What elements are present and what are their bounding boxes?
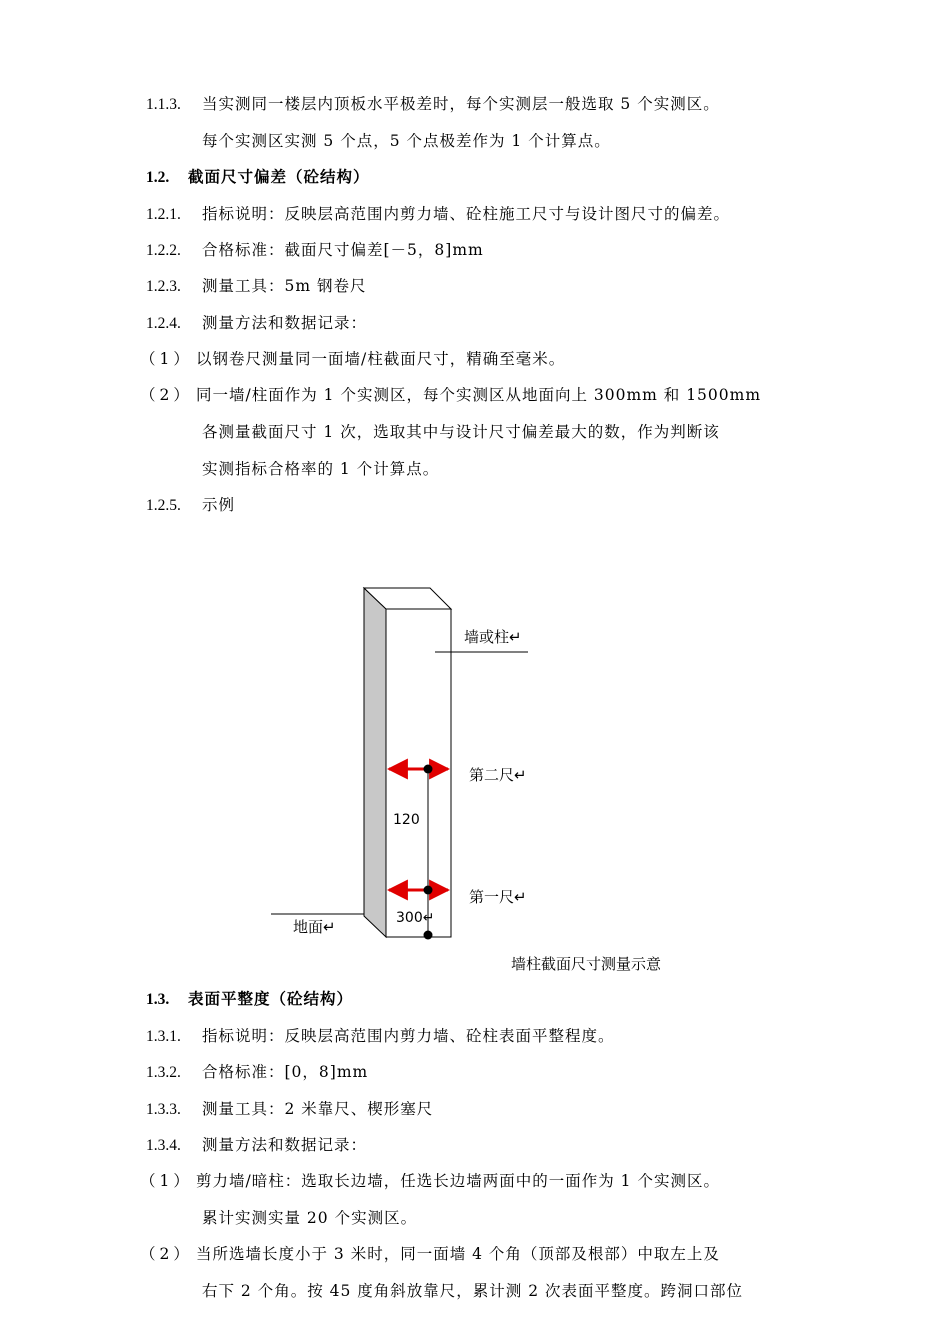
list-number: （1） — [140, 350, 193, 368]
list-number: （2） — [140, 386, 193, 404]
paragraph-continuation: 实测指标合格率的 1 个计算点。 — [202, 460, 440, 478]
paragraph-text: 指标说明：反映层高范围内剪力墙、砼柱表面平整程度。 — [202, 1027, 615, 1045]
section-number: 1.2.2. — [146, 242, 181, 259]
paragraph-text: 指标说明：反映层高范围内剪力墙、砼柱施工尺寸与设计图尺寸的偏差。 — [202, 205, 731, 223]
second-measure-dot — [424, 765, 433, 774]
heading-number: 1.3. — [146, 991, 170, 1008]
ground-label: 地面↵ — [293, 918, 336, 936]
heading-title: 表面平整度（砼结构） — [188, 989, 354, 1008]
paragraph-continuation: 每个实测区实测 5 个点，5 个点极差作为 1 个计算点。 — [202, 132, 611, 150]
list-item-1 — [140, 1171, 810, 1191]
paragraph-continuation: 累计实测实量 20 个实测区。 — [202, 1209, 418, 1227]
section-1-3-4 — [146, 1135, 810, 1156]
second-measure-label: 第二尺↵ — [469, 766, 527, 784]
dimension-300: 300↵ — [396, 910, 435, 926]
section-number: 1.3.1. — [146, 1028, 181, 1045]
section-number: 1.2.5. — [146, 497, 181, 514]
paragraph-text: 当所选墙长度小于 3 米时，同一面墙 4 个角（顶部及根部）中取左上及 — [196, 1245, 720, 1263]
section-number: 1.2.3. — [146, 278, 181, 295]
paragraph-text: 合格标准：[0，8]mm — [202, 1063, 369, 1081]
list-number: （1） — [140, 1172, 193, 1190]
wall-side-face — [364, 588, 386, 937]
heading-title: 截面尺寸偏差（砼结构） — [188, 167, 370, 186]
paragraph-text: 剪力墙/暗柱：选取长边墙，任选长边墙两面中的一面作为 1 个实测区。 — [196, 1172, 720, 1190]
paragraph-continuation: 各测量截面尺寸 1 次，选取其中与设计尺寸偏差最大的数，作为判断该 — [202, 423, 720, 441]
paragraph-text: 测量工具：5m 钢卷尺 — [202, 277, 367, 295]
paragraph-continuation: 右下 2 个角。按 45 度角斜放靠尺，累计测 2 次表面平整度。跨洞口部位 — [202, 1282, 744, 1300]
first-measure-dot — [424, 886, 433, 895]
section-number: 1.2.1. — [146, 206, 181, 223]
section-number: 1.3.4. — [146, 1137, 181, 1154]
section-1-3-2 — [146, 1062, 810, 1083]
list-item-2 — [140, 1244, 810, 1264]
ground-dot — [424, 931, 433, 940]
first-measure-label: 第一尺↵ — [469, 888, 527, 906]
heading-1-3 — [146, 989, 810, 1010]
paragraph-text: 测量方法和数据记录： — [202, 314, 368, 332]
figure-caption: 墙柱截面尺寸测量示意 — [511, 955, 662, 973]
section-number: 1.1.3. — [146, 96, 181, 113]
paragraph-text: 合格标准：截面尺寸偏差[－5，8]mm — [202, 241, 484, 259]
paragraph-text: 以钢卷尺测量同一面墙/柱截面尺寸，精确至毫米。 — [196, 350, 566, 368]
section-number: 1.2.4. — [146, 315, 181, 332]
paragraph-text: 示例 — [202, 496, 236, 514]
paragraph-text: 测量方法和数据记录： — [202, 1136, 368, 1154]
dimension-120: 120 — [393, 812, 420, 828]
section-number: 1.3.3. — [146, 1101, 181, 1118]
section-number: 1.3.2. — [146, 1064, 181, 1081]
section-1-3-3 — [146, 1099, 810, 1120]
wall-label: 墙或柱↵ — [464, 628, 522, 646]
paragraph-text: 测量工具：2 米靠尺、楔形塞尺 — [202, 1100, 434, 1118]
paragraph-text: 同一墙/柱面作为 1 个实测区，每个实测区从地面向上 300mm 和 1500mm — [196, 386, 762, 404]
paragraph-text: 当实测同一楼层内顶板水平极差时，每个实测层一般选取 5 个实测区。 — [202, 95, 720, 113]
list-number: （2） — [140, 1245, 193, 1263]
wall-front-face — [386, 609, 451, 937]
heading-number: 1.2. — [146, 169, 170, 186]
section-1-3-1 — [146, 1026, 810, 1047]
